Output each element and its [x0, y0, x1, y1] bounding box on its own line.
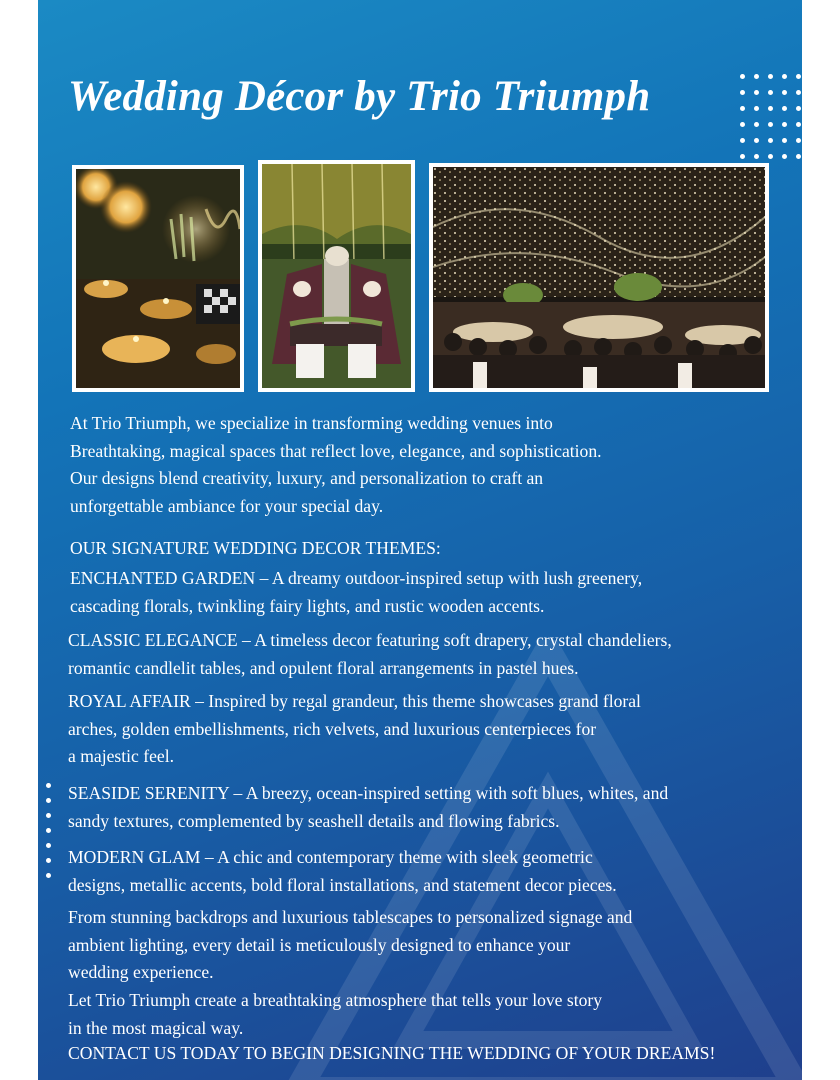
theme-line: SEASIDE SERENITY – A breezy, ocean-inspired setting with soft blues, whites, and [68, 783, 669, 803]
theme-line: ROYAL AFFAIR – Inspired by regal grandeur, this theme showcases grand floral [68, 691, 641, 711]
theme-line: sandy textures, complemented by seashell details and flowing fabrics. [68, 810, 560, 831]
closing-paragraph [68, 904, 632, 987]
decorative-dot-grid [740, 74, 798, 158]
theme-royal-affair [68, 688, 641, 771]
theme-line: ENCHANTED GARDEN – A dreamy outdoor-inspired setup with lush greenery, [70, 568, 643, 588]
theme-classic-elegance [68, 627, 672, 682]
theme-line: CLASSIC ELEGANCE – A timeless decor featuring soft drapery, crystal chandeliers, [68, 630, 672, 650]
themes-heading: OUR SIGNATURE WEDDING DECOR THEMES: [70, 538, 441, 558]
intro-line: At Trio Triumph, we specialize in transforming wedding venues into [70, 413, 553, 433]
intro-line: Breathtaking, magical spaces that reflect love, elegance, and sophistication. [70, 440, 602, 461]
outdoor-tables-photo [258, 160, 415, 392]
intro-paragraph [70, 410, 602, 520]
cta-line: Let Trio Triumph create a breathtaking atmosphere that tells your love story [68, 990, 603, 1010]
theme-line: cascading florals, twinkling fairy lights, and rustic wooden accents. [70, 595, 545, 616]
decorative-side-dots [46, 783, 52, 879]
theme-line: MODERN GLAM – A chic and contemporary theme with sleek geometric [68, 847, 593, 867]
cta-line: in the most magical way. [68, 1017, 244, 1038]
flyer [38, 0, 802, 1080]
fairy-light-ceiling-photo [429, 163, 769, 392]
theme-line: arches, golden embellishments, rich velvets, and luxurious centerpieces for [68, 718, 597, 739]
garden-lights-photo [72, 165, 244, 392]
theme-enchanted-garden [70, 565, 642, 620]
intro-line: unforgettable ambiance for your special day. [70, 495, 384, 516]
call-to-action-paragraph [68, 987, 602, 1042]
theme-modern-glam [68, 844, 617, 899]
theme-line: a majestic feel. [68, 746, 174, 766]
closing-line: wedding experience. [68, 962, 214, 982]
page-title: Wedding Décor by Trio Triumph [68, 73, 651, 120]
theme-seaside-serenity [68, 780, 668, 835]
theme-line: designs, metallic accents, bold floral installations, and statement decor pieces. [68, 874, 617, 895]
intro-line: Our designs blend creativity, luxury, and personalization to craft an [70, 468, 544, 488]
closing-line: From stunning backdrops and luxurious tablescapes to personalized signage and [68, 907, 633, 927]
contact-us-banner: CONTACT US TODAY TO BEGIN DESIGNING THE WEDDING OF YOUR DREAMS! [68, 1043, 716, 1063]
theme-line: romantic candlelit tables, and opulent floral arrangements in pastel hues. [68, 657, 579, 678]
closing-line: ambient lighting, every detail is meticulously designed to enhance your [68, 934, 571, 955]
